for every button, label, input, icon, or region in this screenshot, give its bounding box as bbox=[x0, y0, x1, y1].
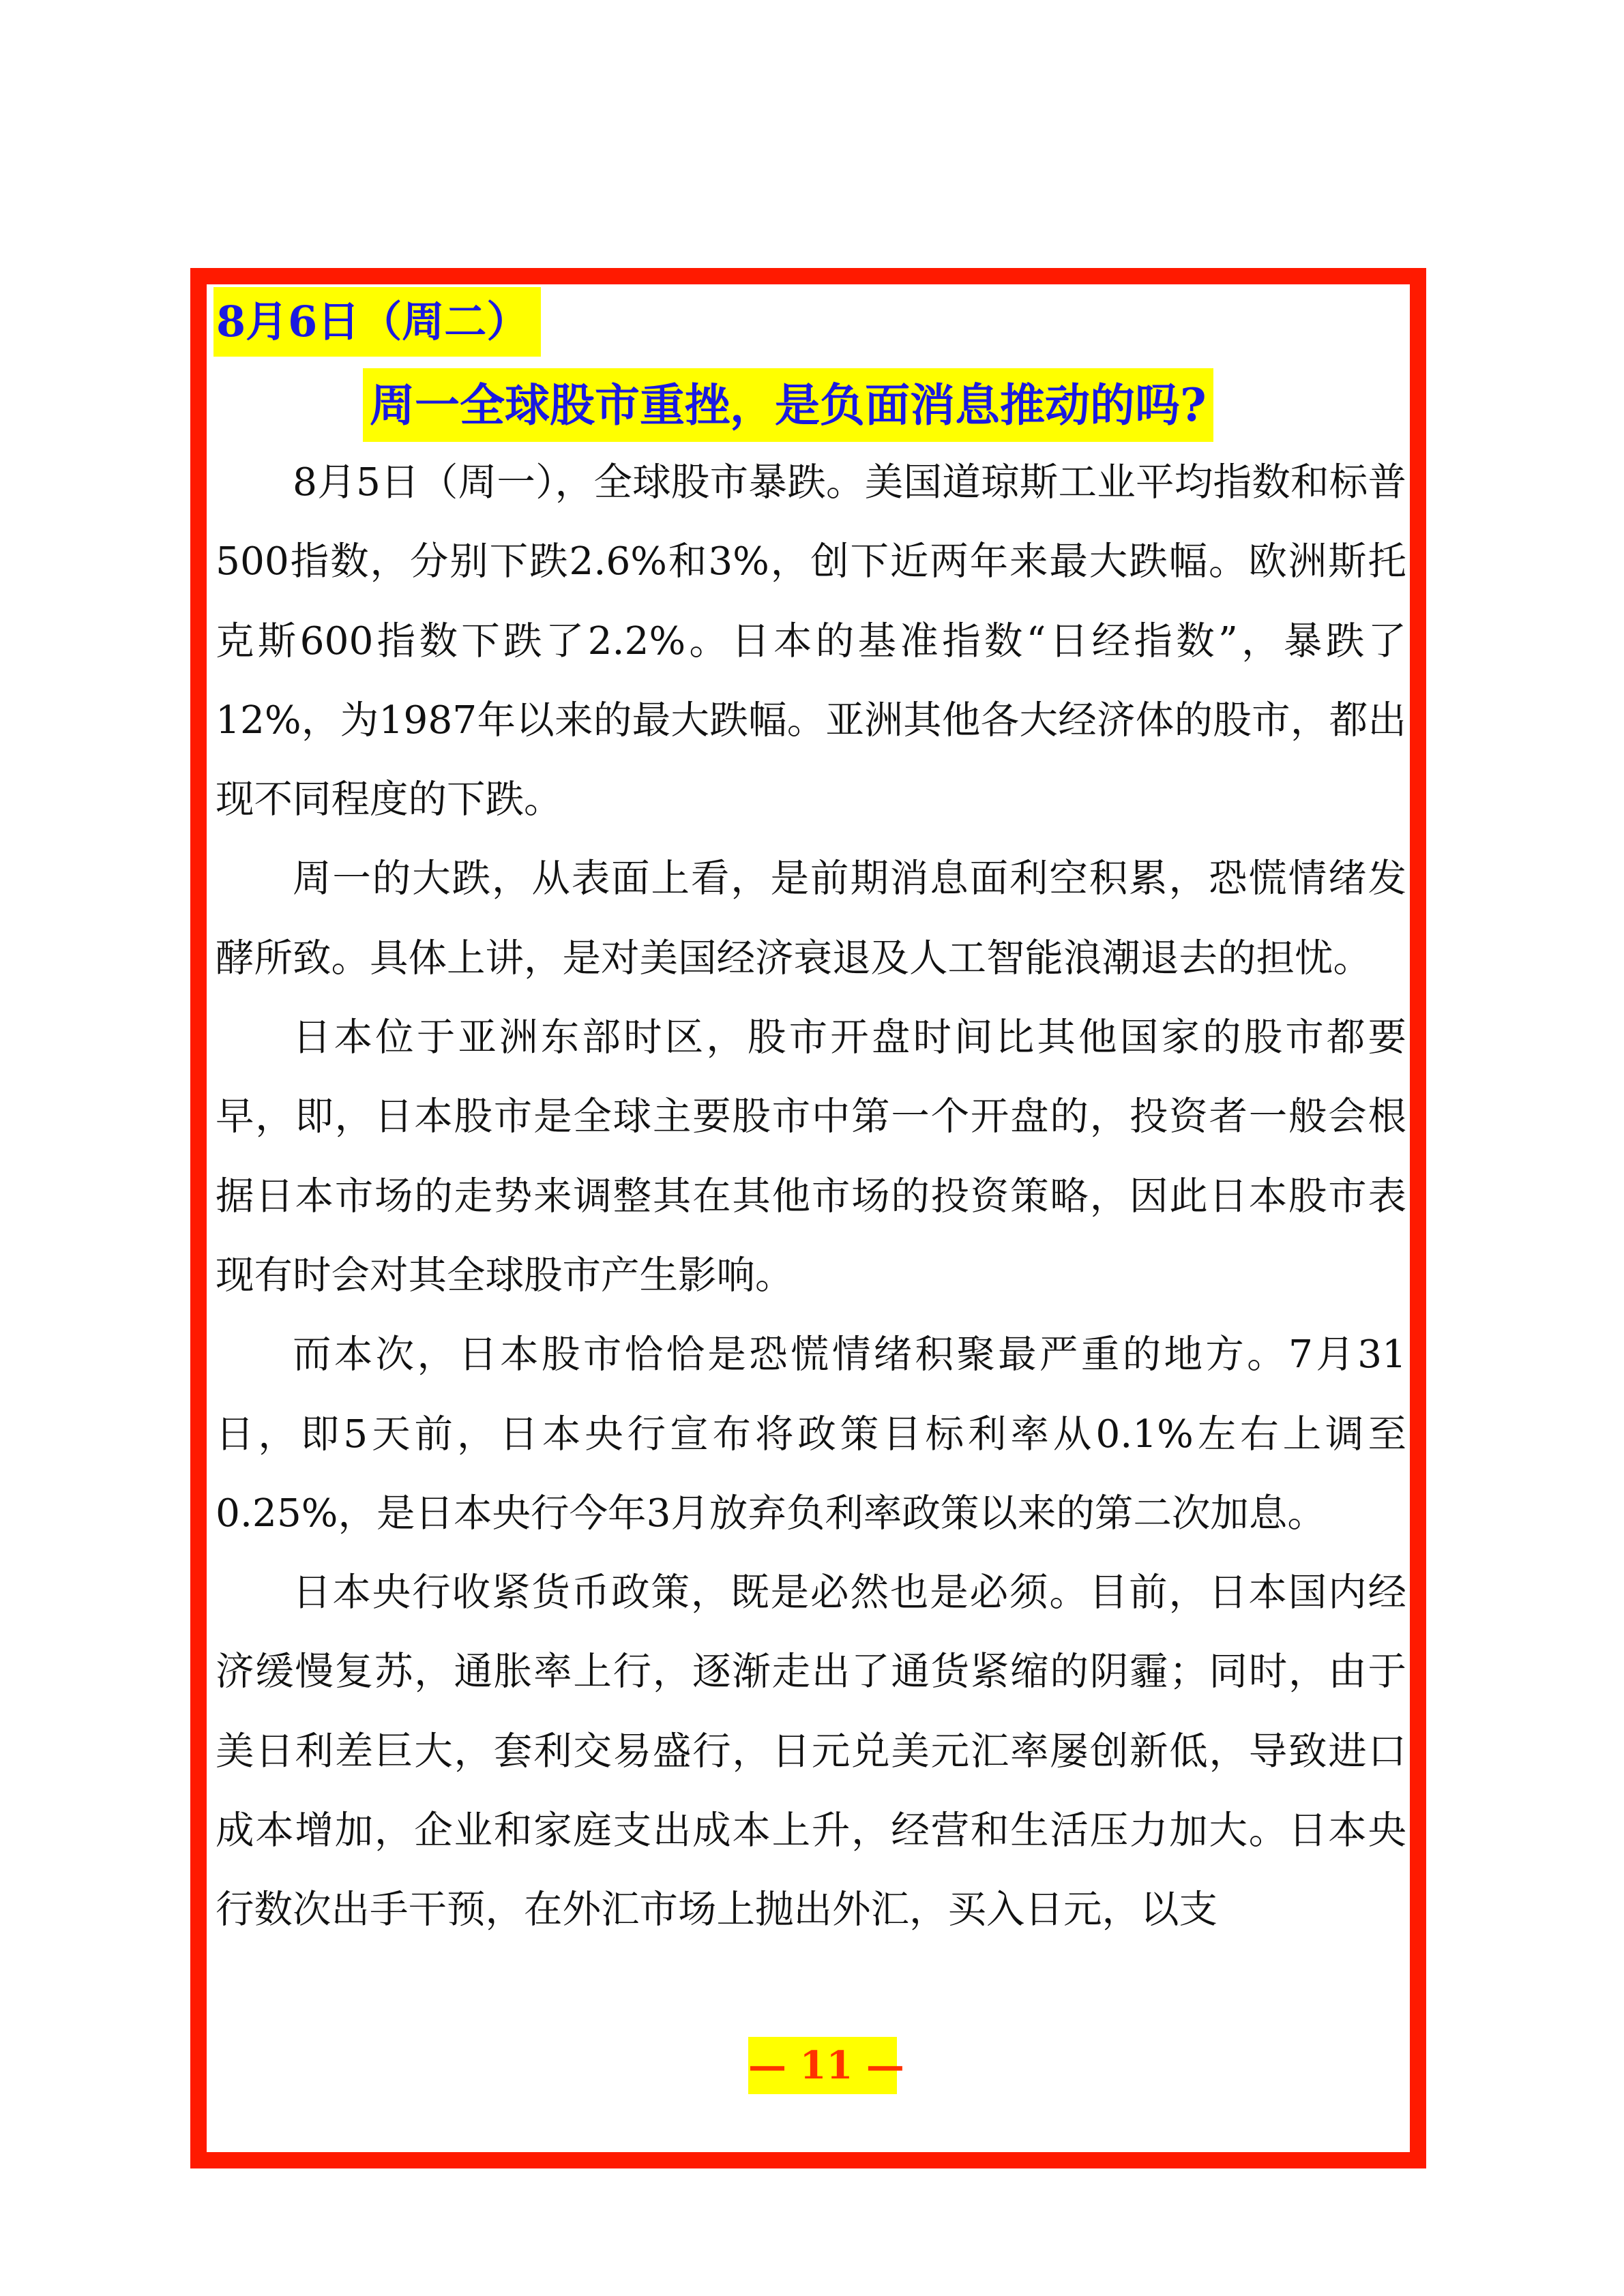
paragraph: 周一的大跌，从表面上看，是前期消息面利空积累，恐慌情绪发酵所致。具体上讲，是对美国经济衰退及人工智能浪潮退去的担忧。 bbox=[216, 856, 1406, 981]
article-title: 周一全球股市重挫，是负面消息推动的吗? bbox=[363, 368, 1213, 442]
paragraph: 日本位于亚洲东部时区，股市开盘时间比其他国家的股市都要早，即，日本股市是全球主要股市中第一个开盘的，投资者一般会根据日本市场的走势来调整其在其他市场的投资策略，因此日本股市表现有时会对其全球股市产生影响。 bbox=[216, 1015, 1406, 1298]
paragraph: 而本次，日本股市恰恰是恐慌情绪积聚最严重的地方。7月31日，即5天前，日本央行宣布将政策目标利率从0.1%左右上调至0.25%，是日本央行今年3月放弃负利率政策以来的第二次加息。 bbox=[216, 1332, 1406, 1536]
paragraph: 8月5日（周一），全球股市暴跌。美国道琼斯工业平均指数和标普500指数，分别下跌2.6%和3%，创下近两年来最大跌幅。欧洲斯托克斯600指数下跌了2.2%。日本的基准指数“日经指数”，暴跌了12%，为1987年以来的最大跌幅。亚洲其他各大经济体的股市，都出现不同程度的下跌。 bbox=[216, 460, 1406, 822]
paragraph: 日本央行收紧货币政策，既是必然也是必须。目前，日本国内经济缓慢复苏，通胀率上行，逐渐走出了通货紧缩的阴霾；同时，由于美日利差巨大，套利交易盛行，日元兑美元汇率屡创新低，导致进口成本增加，企业和家庭支出成本上升，经营和生活压力加大。日本央行数次出手干预，在外汇市场上抛出外汇，买入日元，以支 bbox=[216, 1570, 1406, 1933]
date-heading: 8月6日（周二） bbox=[213, 287, 541, 357]
article-body bbox=[216, 443, 1406, 1950]
page-number: — 11 — bbox=[748, 2037, 897, 2094]
